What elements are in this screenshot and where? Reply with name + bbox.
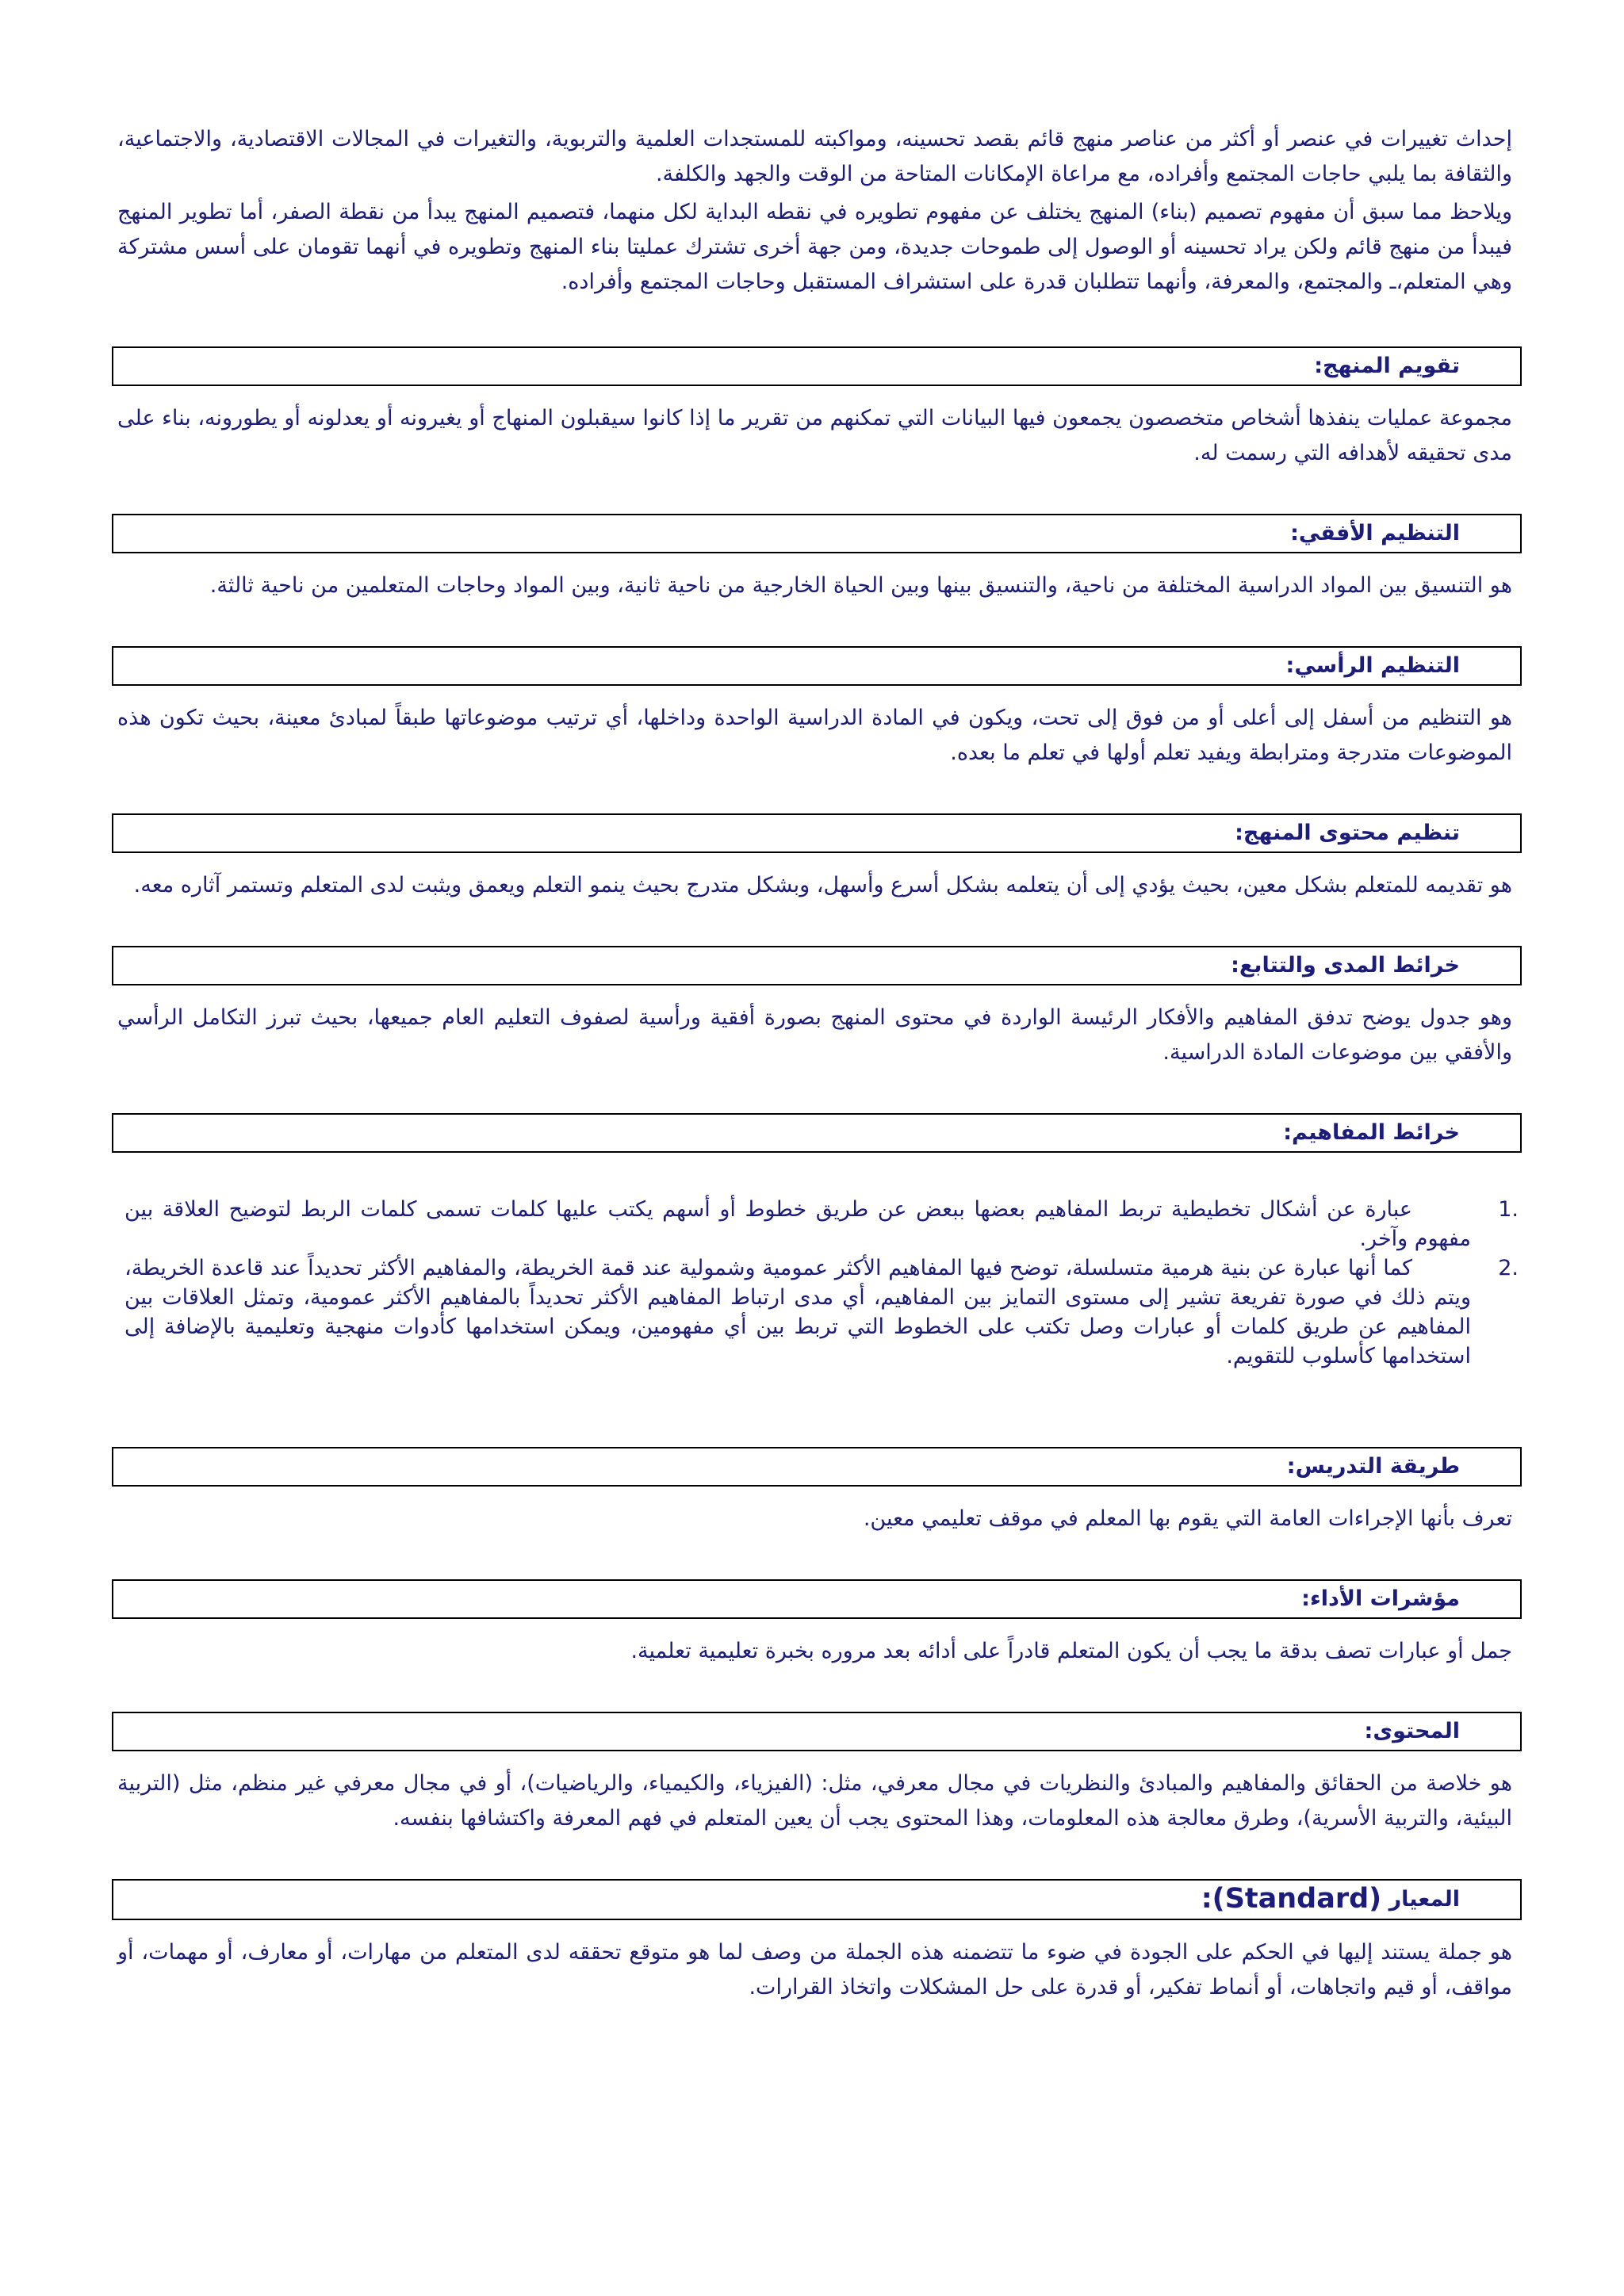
heading-text: تقويم المنهج:: [1314, 353, 1460, 378]
intro-paragraph-comparison: ويلاحظ مما سبق أن مفهوم تصميم (بناء) المنهج يختلف عن مفهوم تطويره في نقطه البداية لكل منهما، فتصميم المنهج يبدأ من نقطة الصفر، أما تطوير المنهج فيبدأ من منهج قائم ولكن يراد تحسينه أو الوصول إلى طموحات جديدة، ومن جهة أخرى تشترك عمليتا بناء المنهج وتطويره في أنهما تقومان على أسس مشتركة وهي المتعلم،ـ والمجتمع، والمعرفة، وأنهما تتطلبان قدرة على استشراف المستقبل وحاجات المجتمع وأفراده.: [117, 200, 1512, 294]
definition-curriculum-evaluation: مجموعة عمليات ينفذها أشخاص متخصصون يجمعون فيها البيانات التي تمكنهم من تقرير ما إذا كانوا سيقبلون المنهاج أو يغيرونه أو يعدلونه أو يطورونه، بناء على مدى تحقيقه لأهدافه التي رسمت له.: [117, 406, 1512, 465]
list-item: [124, 1253, 1519, 1371]
heading-text: التنظيم الرأسي:: [1285, 652, 1460, 678]
heading-box-performance-indicators: [112, 1579, 1522, 1619]
heading-text: التنظيم الأفقي:: [1290, 520, 1460, 545]
list-item: [124, 1195, 1519, 1253]
concept-maps-list: [112, 1195, 1522, 1371]
heading-box-horizontal-organization: [112, 514, 1522, 553]
intro-paragraph-definition: إحداث تغييرات في عنصر أو أكثر من عناصر منهج قائم بقصد تحسينه، ومواكبته للمستجدات العلمية والتربوية، والتغيرات في المجالات الاقتصادية، والاجتماعية، والثقافة بما يلبي حاجات المجتمع وأفراده، مع مراعاة الإمكانات المتاحة من الوقت والجهد والكلفة.: [117, 127, 1512, 186]
list-item-number: 1.: [1498, 1197, 1519, 1222]
document-body: [112, 122, 1522, 2005]
heading-box-content-organization: [112, 813, 1522, 853]
heading-text-english: (Standard):: [1201, 1882, 1382, 1915]
heading-box-scope-sequence-maps: [112, 946, 1522, 985]
heading-box-vertical-organization: [112, 646, 1522, 686]
list-item-number: 2.: [1498, 1256, 1519, 1280]
heading-text-arabic: المعيار: [1388, 1886, 1460, 1911]
heading-text: خرائط المدى والتتابع:: [1231, 952, 1460, 978]
heading-text: خرائط المفاهيم:: [1283, 1119, 1460, 1145]
heading-box-content: [112, 1712, 1522, 1751]
list-item-text: كما أنها عبارة عن بنية هرمية متسلسلة، توضح فيها المفاهيم الأكثر عمومية وشمولية عند قمة الخريطة، والمفاهيم الأكثر تحديداً عند قاعدة الخريطة، ويتم ذلك في صورة تفريعة تشير إلى مستوى التمايز بين المفاهيم، أي مدى ارتباط المفاهيم الأكثر تحديداً بالمفاهيم الأكثر عمومية، وتمثل العلاقات بين المفاهيم عن طريق كلمات أو عبارات وصل تكتب على الخطوط التي تربط بين أي مفهومين، ويمكن استخدامها كأدوات منهجية وتعليمية بالإضافة إلى استخدامها كأسلوب للتقويم.: [124, 1256, 1471, 1368]
definition-performance-indicators: جمل أو عبارات تصف بدقة ما يجب أن يكون المتعلم قادراً على أدائه بعد مروره بخبرة تعليمية تعلمية.: [630, 1639, 1512, 1663]
heading-text: طريقة التدريس:: [1286, 1453, 1460, 1479]
definition-content: هو خلاصة من الحقائق والمفاهيم والمبادئ والنظريات في مجال معرفي، مثل: (الفيزياء، والكيمياء، والرياضيات)، أو في مجال معرفي غير منظم، مثل (التربية البيئية، والتربية الأسرية)، وطرق معالجة هذه المعلومات، وهذا المحتوى يجب أن يعين المتعلم في فهم المعرفة واكتشافها بنفسه.: [117, 1771, 1512, 1831]
heading-text: تنظيم محتوى المنهج:: [1235, 820, 1460, 845]
definition-horizontal-organization: هو التنسيق بين المواد الدراسية المختلفة من ناحية، والتنسيق بينها وبين الحياة الخارجية من ناحية ثانية، وبين المواد وحاجات المتعلمين من ناحية ثالثة.: [209, 573, 1512, 598]
definition-teaching-method: تعرف بأنها الإجراءات العامة التي يقوم بها المعلم في موقف تعليمي معين.: [863, 1506, 1512, 1531]
heading-text: مؤشرات الأداء:: [1301, 1586, 1460, 1611]
definition-vertical-organization: هو التنظيم من أسفل إلى أعلى أو من فوق إلى تحت، ويكون في المادة الدراسية الواحدة وداخلها، أي ترتيب موضوعاتها طبقاً لمبادئ معينة، بحيث تكون هذه الموضوعات متدرجة ومترابطة ويفيد تعلم أولها في تعلم ما بعده.: [117, 706, 1512, 765]
definition-content-organization: هو تقديمه للمتعلم بشكل معين، بحيث يؤدي إلى أن يتعلمه بشكل أسرع وأسهل، وبشكل متدرج بحيث ينمو التعلم ويعمق ويثبت لدى المتعلم وتستمر آثاره معه.: [133, 873, 1512, 897]
heading-box-curriculum-evaluation: [112, 346, 1522, 386]
list-item-text: عبارة عن أشكال تخطيطية تربط المفاهيم بعضها ببعض عن طريق خطوط أو أسهم يكتب عليها كلمات تسمى كلمات الربط لتوضيح العلاقة بين مفهوم وآخر.: [124, 1197, 1471, 1251]
heading-box-concept-maps: [112, 1113, 1522, 1153]
heading-box-teaching-method: [112, 1447, 1522, 1487]
definition-scope-sequence-maps: وهو جدول يوضح تدفق المفاهيم والأفكار الرئيسة الواردة في محتوى المنهج بصورة أفقية ورأسية لصفوف التعليم العام جميعها، بحيث تبرز التكامل الرأسي والأفقي بين موضوعات المادة الدراسية.: [117, 1005, 1512, 1065]
heading-box-standard: [112, 1879, 1522, 1920]
heading-text: المحتوى:: [1364, 1718, 1460, 1743]
definition-standard: هو جملة يستند إليها في الحكم على الجودة في ضوء ما تتضمنه هذه الجملة من وصف لما هو متوقع تحققه لدى المتعلم من مهارات، أو معارف، أو مهمات، أو مواقف، أو قيم واتجاهات، أو أنماط تفكير، أو قدرة على حل المشكلات واتخاذ القرارات.: [117, 1940, 1512, 1999]
